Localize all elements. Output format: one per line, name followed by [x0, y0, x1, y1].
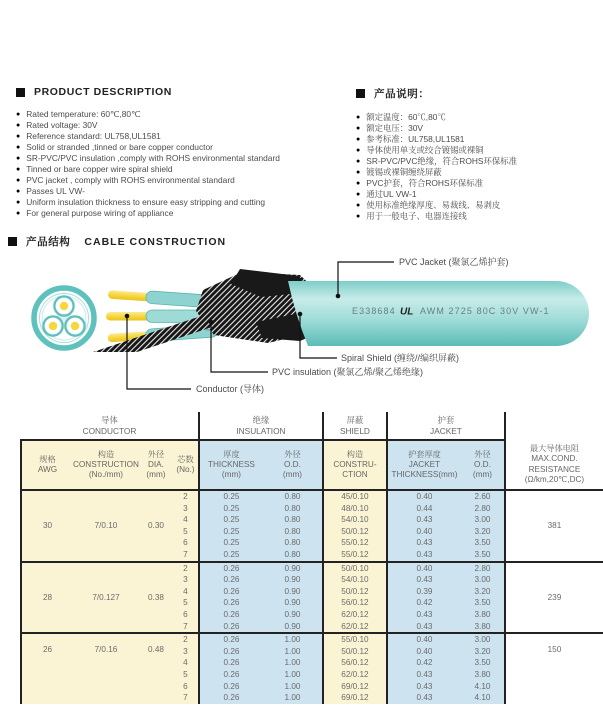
cell-ins-thickness: 0.25 [199, 514, 263, 526]
cross-section [34, 288, 94, 348]
cell-shield-construction: 45/0.10 [323, 490, 387, 503]
description-text: Rated voltage: 30V [26, 120, 98, 130]
cell-jacket-od: 2.80 [461, 503, 505, 515]
description-text: PVC jacket , comply with ROHS environmental standard [26, 175, 235, 185]
cell-jacket-od: 3.50 [461, 537, 505, 549]
cell-jacket-thickness: 0.40 [387, 633, 461, 646]
cell-ins-thickness: 0.26 [199, 562, 263, 575]
col-line: DIA. [147, 459, 164, 469]
cell-shield-construction: 48/0.10 [323, 503, 387, 515]
col-header-resistance [505, 440, 603, 490]
cell-cores: 4 [173, 657, 199, 669]
cell-jacket-od: 3.80 [461, 621, 505, 634]
col-header-jacket-thickness [387, 440, 461, 490]
bullet-icon: ● [16, 199, 21, 206]
cell-jacket-od: 3.20 [461, 526, 505, 538]
cell-construction: 7/0.127 [73, 562, 139, 634]
cell-ins-thickness: 0.26 [199, 646, 263, 658]
cell-resistance: 381 [505, 490, 603, 562]
bullet-icon: ● [356, 158, 361, 165]
col-line: (No./mm) [88, 470, 124, 480]
cell-ins-thickness: 0.25 [199, 490, 263, 503]
cell-jacket-thickness: 0.42 [387, 657, 461, 669]
description-text: Reference standard: UL758,UL1581 [26, 131, 161, 141]
cell-construction: 7/0.10 [73, 490, 139, 562]
description-list-en [16, 109, 350, 219]
cell-awg: 30 [21, 490, 73, 562]
cell-resistance: 150 [505, 633, 603, 704]
cell-jacket-thickness: 0.43 [387, 514, 461, 526]
col-header-shield-construction [323, 440, 387, 490]
cell-jacket-od: 3.80 [461, 609, 505, 621]
description-text: Solid or stranded ,tinned or bare copper conductor [26, 142, 213, 152]
col-line: 构造 [97, 449, 115, 459]
cell-ins-od: 1.00 [263, 633, 323, 646]
description-text: SR-PVC/PVC insulation ,comply with ROHS environmental standard [26, 153, 280, 163]
cell-ins-thickness: 0.25 [199, 549, 263, 562]
bullet-icon: ● [356, 136, 361, 143]
cell-shield-construction: 50/0.10 [323, 562, 387, 575]
group-header-en: JACKET [430, 425, 462, 436]
group-header-en: INSULATION [236, 425, 286, 436]
construction-title-zh: 产品结构 [26, 236, 71, 248]
label-spiral-shield: Spiral Shield (缠绕//编织屏蔽) [341, 353, 460, 363]
cell-shield-construction: 55/0.12 [323, 537, 387, 549]
cell-ins-thickness: 0.26 [199, 609, 263, 621]
cell-ins-od: 0.90 [263, 597, 323, 609]
construction-title-en: CABLE CONSTRUCTION [84, 235, 227, 248]
col-line: O.D. [284, 459, 301, 469]
cell-ins-od: 0.80 [263, 490, 323, 503]
cell-cores: 5 [173, 597, 199, 609]
description-item [356, 189, 602, 200]
cell-jacket-thickness: 0.40 [387, 490, 461, 503]
col-line: 外径 [147, 449, 165, 459]
product-description-heading [16, 86, 350, 98]
group-header-zh: 护套 [437, 415, 455, 425]
description-item [356, 200, 602, 211]
col-line: MAX.COND. [531, 454, 578, 464]
jacket-print-ul-file: E338684 [352, 306, 396, 316]
description-item [16, 208, 350, 219]
col-line: THICKNESS [208, 459, 255, 469]
col-line: JACKET [408, 459, 441, 469]
col-line: (mm) [221, 470, 241, 480]
description-text: 额定温度：60℃,80℃ [366, 112, 446, 122]
description-item [356, 167, 602, 178]
description-item [356, 134, 602, 145]
cell-ins-thickness: 0.26 [199, 681, 263, 693]
cable-diagram [0, 248, 603, 413]
cell-shield-construction: 62/0.12 [323, 621, 387, 634]
jacket-print-rating: AWM 2725 80C 30V VW-1 [420, 306, 550, 316]
cell-cores: 4 [173, 586, 199, 598]
description-text: 使用标准绝缘厚度、易裁线、易剥皮 [366, 200, 501, 210]
cell-ins-od: 1.00 [263, 692, 323, 704]
description-item [356, 178, 602, 189]
cell-ins-od: 1.00 [263, 657, 323, 669]
description-text: 导体使用单支或绞合镀锡或裸铜 [366, 145, 484, 155]
description-item [16, 153, 350, 164]
col-line: CONSTRU- [333, 459, 377, 469]
cell-cores: 6 [173, 609, 199, 621]
bullet-icon: ● [16, 111, 21, 118]
col-line: AWG [37, 465, 58, 474]
description-text: 额定电压：30V [366, 123, 424, 133]
cell-ins-od: 0.80 [263, 537, 323, 549]
product-description-title: PRODUCT DESCRIPTION [34, 86, 172, 98]
description-item [16, 142, 350, 153]
bullet-icon: ● [356, 180, 361, 187]
description-text: 用于一般电子、电器连接线 [366, 211, 467, 221]
col-line: 芯数 [177, 454, 194, 464]
bullet-icon: ● [356, 191, 361, 198]
table-row [21, 490, 603, 503]
col-header-construction [73, 440, 139, 490]
cell-jacket-od: 3.00 [461, 574, 505, 586]
description-list-zh [356, 112, 602, 222]
cell-jacket-thickness: 0.43 [387, 574, 461, 586]
bullet-icon: ● [356, 114, 361, 121]
product-description-title-zh: 产品说明： [374, 88, 430, 100]
cell-ins-thickness: 0.26 [199, 586, 263, 598]
cell-ins-od: 0.90 [263, 586, 323, 598]
cell-shield-construction: 56/0.12 [323, 657, 387, 669]
col-line: 护套厚度 [408, 449, 441, 459]
bullet-icon: ● [356, 169, 361, 176]
cell-ins-od: 0.90 [263, 574, 323, 586]
cell-cores: 5 [173, 669, 199, 681]
group-header-zh: 屏蔽 [346, 415, 364, 425]
cell-jacket-thickness: 0.44 [387, 503, 461, 515]
col-header-cores [173, 440, 199, 490]
cell-cores: 3 [173, 503, 199, 515]
col-line: (mm) [146, 470, 166, 480]
col-line: THICKNESS(mm) [391, 470, 458, 480]
cell-cores: 6 [173, 681, 199, 693]
cell-shield-construction: 69/0.12 [323, 692, 387, 704]
col-line: 构造 [346, 449, 364, 459]
label-pvc-insulation: PVC insulation (聚氯乙烯/聚乙烯绝缘) [272, 367, 424, 377]
cell-cores: 2 [173, 562, 199, 575]
bullet-icon: ● [16, 155, 21, 162]
description-item [16, 109, 350, 120]
description-text: Rated temperature: 60℃,80℃ [26, 109, 141, 119]
description-item [356, 123, 602, 134]
cell-jacket-od: 2.60 [461, 490, 505, 503]
description-text: 通过UL VW-1 [366, 189, 417, 199]
cell-jacket-thickness: 0.40 [387, 562, 461, 575]
column-header-row [21, 440, 603, 490]
col-line: 厚度 [223, 449, 240, 459]
cell-ins-thickness: 0.25 [199, 503, 263, 515]
cable-construction-heading [8, 234, 226, 249]
cell-shield-construction: 50/0.12 [323, 586, 387, 598]
cell-shield-construction: 55/0.10 [323, 633, 387, 646]
cell-ins-od: 1.00 [263, 669, 323, 681]
cell-jacket-thickness: 0.43 [387, 549, 461, 562]
col-line: 外径 [474, 449, 491, 459]
cell-jacket-od: 3.80 [461, 669, 505, 681]
core-right [65, 316, 84, 335]
cell-ins-od: 0.90 [263, 609, 323, 621]
cell-jacket-od: 2.80 [461, 562, 505, 575]
bullet-icon: ● [16, 210, 21, 217]
bullet-icon: ● [16, 133, 21, 140]
cell-cores: 4 [173, 514, 199, 526]
jacket-graphic [288, 281, 589, 346]
cell-shield-construction: 50/0.12 [323, 526, 387, 538]
bullet-icon: ● [356, 202, 361, 209]
cell-jacket-thickness: 0.43 [387, 609, 461, 621]
description-text: 镀锡或裸铜缠绕屏蔽 [366, 167, 442, 177]
cell-shield-construction: 54/0.10 [323, 514, 387, 526]
cell-shield-construction: 50/0.12 [323, 646, 387, 658]
cell-jacket-od: 4.10 [461, 692, 505, 704]
cell-jacket-od: 3.00 [461, 633, 505, 646]
description-item [356, 156, 602, 167]
description-item [356, 112, 602, 123]
group-header-zh: 绝缘 [252, 415, 270, 425]
col-line: 外径 [284, 449, 301, 459]
description-item [16, 120, 350, 131]
square-bullet-icon [16, 88, 25, 97]
core-left [43, 316, 62, 335]
bullet-icon: ● [16, 166, 21, 173]
group-header-jacket [387, 412, 505, 440]
cell-ins-od: 1.00 [263, 646, 323, 658]
table-row [21, 562, 603, 575]
cell-ins-thickness: 0.26 [199, 621, 263, 634]
col-line: 规格 [39, 454, 56, 464]
cell-dia: 0.38 [139, 562, 173, 634]
cell-cores: 3 [173, 574, 199, 586]
cell-cores: 7 [173, 692, 199, 704]
cell-ins-thickness: 0.26 [199, 692, 263, 704]
cell-ins-od: 0.80 [263, 549, 323, 562]
label-pvc-jacket: PVC Jacket (聚氯乙烯护套) [399, 257, 509, 267]
cell-jacket-thickness: 0.43 [387, 681, 461, 693]
cell-ins-od: 0.90 [263, 562, 323, 575]
group-header-zh: 导体 [101, 415, 118, 425]
col-line: (mm) [282, 470, 302, 480]
cell-jacket-od: 3.20 [461, 586, 505, 598]
table-row [21, 633, 603, 646]
spec-table-body [21, 490, 603, 704]
col-line: O.D. [474, 459, 491, 469]
description-item [16, 164, 350, 175]
cell-ins-thickness: 0.26 [199, 597, 263, 609]
group-header-empty [505, 412, 603, 440]
cell-cores: 5 [173, 526, 199, 538]
cell-jacket-od: 3.50 [461, 549, 505, 562]
cell-ins-od: 0.80 [263, 514, 323, 526]
cell-ins-od: 1.00 [263, 681, 323, 693]
cell-jacket-thickness: 0.40 [387, 646, 461, 658]
cell-shield-construction: 62/0.12 [323, 669, 387, 681]
group-header-row [21, 412, 603, 440]
bullet-icon: ● [356, 125, 361, 132]
square-bullet-icon [356, 89, 365, 98]
cell-cores: 6 [173, 537, 199, 549]
cell-ins-od: 0.90 [263, 621, 323, 634]
cell-jacket-thickness: 0.43 [387, 621, 461, 634]
cell-ins-thickness: 0.26 [199, 669, 263, 681]
cell-shield-construction: 62/0.12 [323, 609, 387, 621]
cell-awg: 26 [21, 633, 73, 704]
cell-ins-thickness: 0.25 [199, 537, 263, 549]
spec-table [20, 412, 603, 704]
bullet-icon: ● [16, 122, 21, 129]
cell-ins-thickness: 0.25 [199, 526, 263, 538]
bullet-icon: ● [16, 144, 21, 151]
col-line: (No.) [176, 465, 195, 474]
description-item [356, 145, 602, 156]
group-header-shield [323, 412, 387, 440]
description-text: Tinned or bare copper wire spiral shield [26, 164, 173, 174]
description-text: For general purpose wiring of appliance [26, 208, 174, 218]
cell-shield-construction: 55/0.12 [323, 549, 387, 562]
cell-dia: 0.48 [139, 633, 173, 704]
cell-cores: 7 [173, 549, 199, 562]
col-line: (mm) [472, 470, 492, 480]
cell-jacket-od: 4.10 [461, 681, 505, 693]
cell-cores: 7 [173, 621, 199, 634]
bullet-icon: ● [356, 147, 361, 154]
cell-ins-thickness: 0.26 [199, 657, 263, 669]
col-header-jacket-od [461, 440, 505, 490]
col-header-dia [139, 440, 173, 490]
ul-mark-icon: UL [400, 306, 414, 318]
description-item [16, 186, 350, 197]
description-text: 参考标准：UL758,UL1581 [366, 134, 465, 144]
col-line: RESISTANCE [528, 464, 581, 474]
cell-ins-od: 0.80 [263, 503, 323, 515]
group-header-en: CONDUCTOR [82, 425, 137, 436]
description-item [16, 197, 350, 208]
description-item [16, 175, 350, 186]
cell-dia: 0.30 [139, 490, 173, 562]
cell-awg: 28 [21, 562, 73, 634]
description-item [356, 211, 602, 222]
cell-jacket-thickness: 0.42 [387, 597, 461, 609]
bullet-icon: ● [16, 188, 21, 195]
cell-jacket-thickness: 0.43 [387, 669, 461, 681]
group-header-en: SHIELD [339, 425, 370, 436]
product-description-en [16, 86, 350, 219]
cell-jacket-thickness: 0.43 [387, 537, 461, 549]
group-header-insulation [199, 412, 323, 440]
description-text: Uniform insulation thickness to ensure easy stripping and cutting [26, 197, 266, 207]
description-item [16, 131, 350, 142]
col-line: CONSTRUCTION [73, 459, 139, 469]
product-description-zh [356, 86, 602, 222]
label-conductor: Conductor (导体) [196, 384, 265, 394]
cell-jacket-thickness: 0.39 [387, 586, 461, 598]
description-text: PVC护套，符合ROHS环保标准 [366, 178, 484, 188]
cell-ins-thickness: 0.26 [199, 574, 263, 586]
col-line: CTION [342, 470, 368, 480]
cell-jacket-od: 3.00 [461, 514, 505, 526]
cell-cores: 3 [173, 646, 199, 658]
cell-jacket-od: 3.20 [461, 646, 505, 658]
cell-jacket-thickness: 0.40 [387, 526, 461, 538]
bullet-icon: ● [356, 213, 361, 220]
cell-jacket-od: 3.50 [461, 597, 505, 609]
col-header-awg [21, 440, 73, 490]
core-top [54, 296, 73, 315]
col-line: 最大导体电阻 [529, 443, 580, 453]
col-line: (Ω/km,20℃,DC) [524, 474, 585, 484]
description-text: Passes UL VW- [26, 186, 85, 196]
cell-cores: 2 [173, 633, 199, 646]
cell-shield-construction: 54/0.10 [323, 574, 387, 586]
description-text: SR-PVC/PVC绝缘，符合ROHS环保标准 [366, 156, 517, 166]
col-header-ins-od [263, 440, 323, 490]
group-header-conductor [21, 412, 199, 440]
product-description-heading-zh [356, 86, 602, 101]
cell-cores: 2 [173, 490, 199, 503]
cell-construction: 7/0.16 [73, 633, 139, 704]
cell-jacket-od: 3.50 [461, 657, 505, 669]
bullet-icon: ● [16, 177, 21, 184]
cell-resistance: 239 [505, 562, 603, 634]
square-bullet-icon [8, 237, 17, 246]
cell-ins-thickness: 0.26 [199, 633, 263, 646]
cell-shield-construction: 56/0.12 [323, 597, 387, 609]
cell-shield-construction: 69/0.12 [323, 681, 387, 693]
cell-ins-od: 0.80 [263, 526, 323, 538]
col-header-ins-thickness [199, 440, 263, 490]
cell-jacket-thickness: 0.43 [387, 692, 461, 704]
